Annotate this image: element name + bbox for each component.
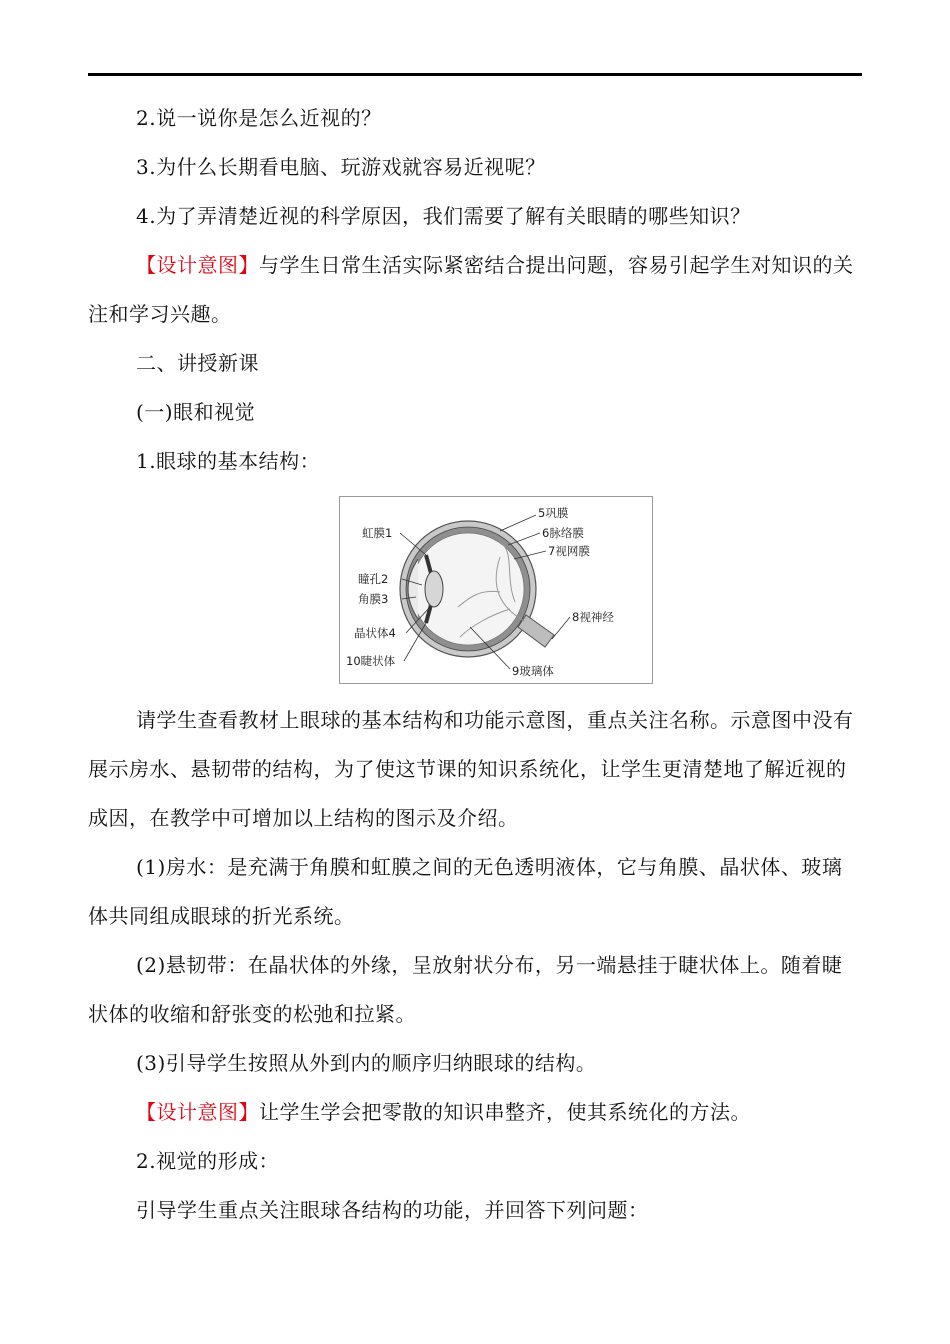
label-optic-nerve: 8视神经 [572,610,614,624]
eye-figure-block [88,486,862,696]
question-4: 4.为了弄清楚近视的科学原因，我们需要了解有关眼睛的哪些知识？ [136,204,751,228]
item-heading-2: 2.视觉的形成： [136,1149,280,1173]
design-intent-text: 与学生日常生活实际紧密结合提出问题，容易引起学生对知识的关注和学习兴趣。 [88,253,854,326]
item-heading-1: 1.眼球的基本结构： [136,449,321,473]
design-intent-2 [88,1088,862,1137]
label-cornea: 角膜3 [358,592,389,606]
optic-nerve-shape [518,615,554,647]
question-2: 2.说一说你是怎么近视的？ [136,106,382,130]
paragraph-aqueous: (1)房水：是充满于角膜和虹膜之间的无色透明液体，它与角膜、晶状体、玻璃体共同组成眼球的折光系统。 [88,855,843,928]
design-intent-tag: 【设计意图】 [136,253,259,277]
label-sclera: 5巩膜 [538,506,569,520]
lens-shape [425,571,443,607]
label-iris: 虹膜1 [362,526,393,540]
section-heading: 二、讲授新课 [136,351,259,375]
label-choroid: 6脉络膜 [542,526,584,540]
label-ciliary: 10睫状体 [346,654,396,668]
header-rule [88,73,862,76]
label-lens: 晶状体4 [354,626,396,640]
paragraph-guide: 引导学生重点关注眼球各结构的功能，并回答下列问题： [136,1198,649,1222]
paragraph-zonule: (2)悬韧带：在晶状体的外缘，呈放射状分布，另一端悬挂于睫状体上。随着睫状体的收缩和舒张变的松弛和拉紧。 [88,953,843,1026]
paragraph-structure-intro: 请学生查看教材上眼球的基本结构和功能示意图，重点关注名称。示意图中没有展示房水、悬韧带的结构，为了使这节课的知识系统化，让学生更清楚地了解近视的成因，在教学中可增加以上结构的图示及介绍。 [88,708,854,830]
subsection-heading: (一)眼和视觉 [136,400,256,424]
question-3: 3.为什么长期看电脑、玩游戏就容易近视呢？ [136,155,546,179]
document-body [88,94,862,1235]
design-intent-tag: 【设计意图】 [136,1100,259,1124]
label-pupil: 瞳孔2 [358,572,389,586]
label-vitreous: 9玻璃体 [512,664,554,678]
paragraph-order: (3)引导学生按照从外到内的顺序归纳眼球的结构。 [136,1051,597,1075]
design-intent-1 [88,241,862,339]
design-intent-text: 让学生学会把零散的知识串整齐，使其系统化的方法。 [259,1100,751,1124]
eye-structure-diagram [339,496,653,684]
label-retina: 7视网膜 [548,544,590,558]
